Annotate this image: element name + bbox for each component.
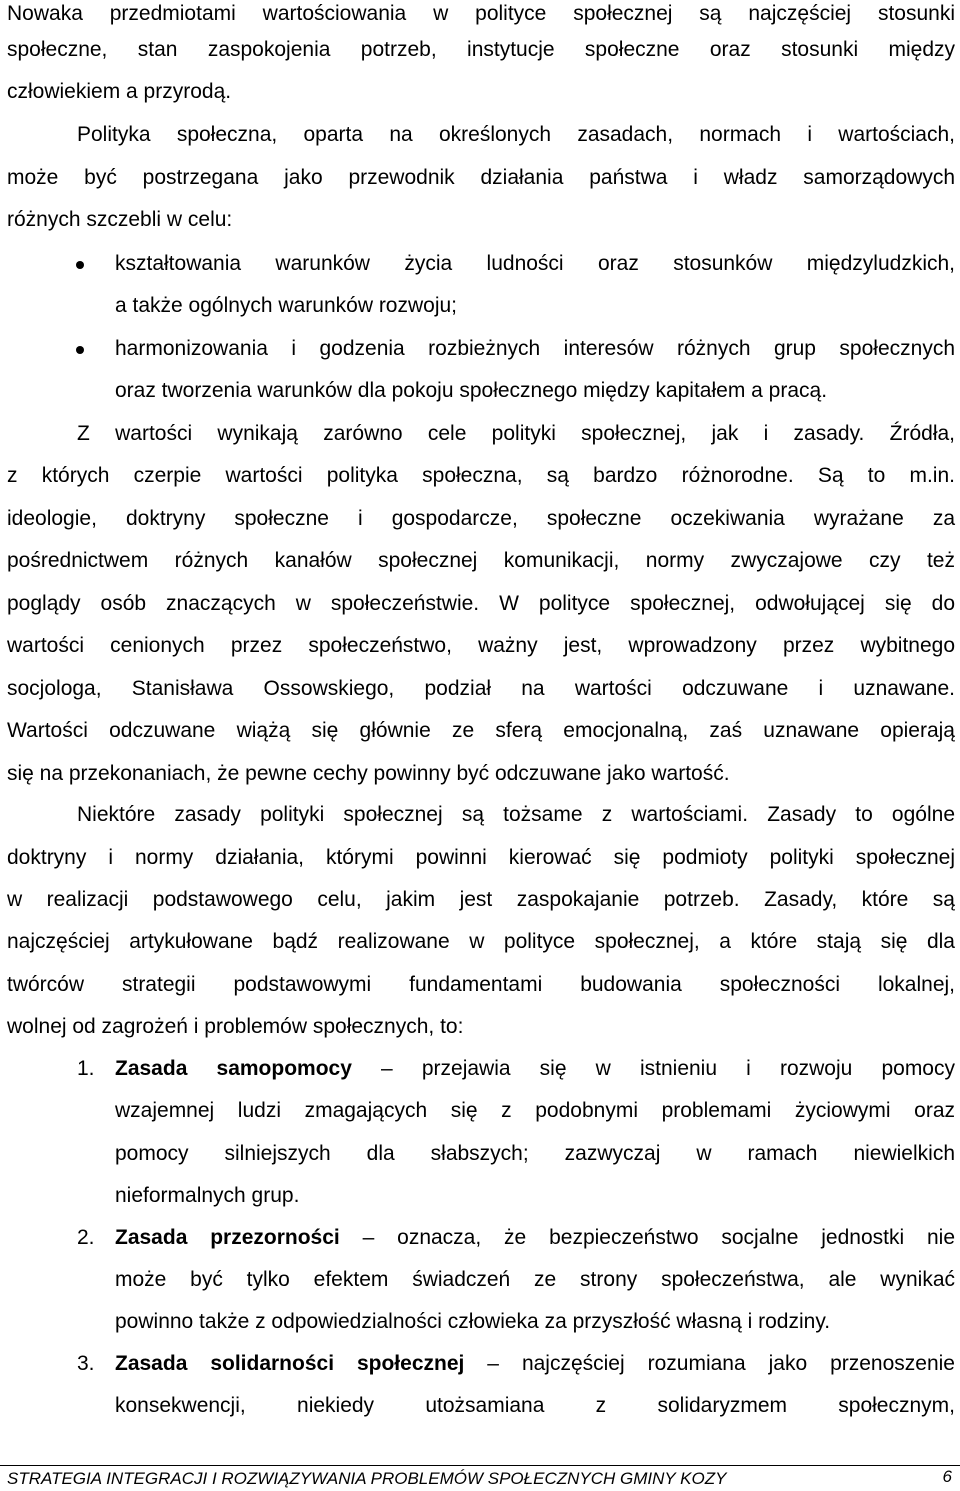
text-line: człowiekiem a przyrodą. [7, 80, 232, 103]
text-line: wartości cenionych przez społeczeństwo, ważny jest, wprowadzony przez wybitnego [7, 634, 955, 657]
list-item-first-line [115, 1224, 955, 1252]
list-item-first-line [115, 1055, 955, 1083]
list-item-text: – przejawia się w istnieniu i rozwoju pomocy [351, 1057, 955, 1080]
text-line: z których czerpie wartości polityka społeczna, są bardzo różnorodne. Są to m.in. [7, 464, 955, 487]
list-item-title: Zasada przezorności [115, 1226, 340, 1249]
footer-divider [0, 1465, 960, 1466]
text-line: Polityka społeczna, oparta na określonych zasadach, normach i wartościach, [77, 123, 955, 146]
text-line: Nowaka przedmiotami wartościowania w polityce społecznej są najczęściej stosunki [7, 2, 955, 25]
list-item-line: wzajemnej ludzi zmagających się z podobnymi problemami życiowymi oraz [115, 1099, 955, 1122]
footer-title: STRATEGIA INTEGRACJI I ROZWIĄZYWANIA PROBLEMÓW SPOŁECZNYCH GMINY KOZY [7, 1469, 727, 1488]
list-item-title: Zasada solidarności społecznej [115, 1352, 465, 1375]
text-line: twórców strategii podstawowymi fundamentami budowania społeczności lokalnej, [7, 973, 955, 996]
bullet-text: harmonizowania i godzenia rozbieżnych interesów różnych grup społecznych [115, 337, 955, 360]
page-number: 6 [942, 1467, 952, 1486]
bullet-text: a także ogólnych warunków rozwoju; [115, 294, 458, 317]
list-item-first-line [115, 1350, 955, 1378]
text-line: Niektóre zasady polityki społecznej są tożsame z wartościami. Zasady to ogólne [77, 803, 955, 826]
list-item-line: powinno także z odpowiedzialności człowieka za przyszłość własną i rodziny. [115, 1310, 831, 1333]
text-line: pośrednictwem różnych kanałów społecznej komunikacji, normy zwyczajowe czy też [7, 549, 955, 572]
text-line: się na przekonaniach, że pewne cechy powinny być odczuwane jako wartość. [7, 762, 730, 785]
text-line: wolnej od zagrożeń i problemów społecznych, to: [7, 1015, 464, 1038]
text-line: społeczne, stan zaspokojenia potrzeb, instytucje społeczne oraz stosunki między [7, 38, 955, 61]
list-number: 3. [77, 1352, 95, 1375]
list-item-line: pomocy silniejszych dla słabszych; zazwyczaj w ramach niewielkich [115, 1142, 955, 1165]
text-line: socjologa, Stanisława Ossowskiego, podział na wartości odczuwane i uznawane. [7, 677, 955, 700]
text-line: Wartości odczuwane wiążą się głównie ze sferą emocjonalną, zaś uznawane opierają [7, 719, 955, 742]
text-line: doktryny i normy działania, którymi powinni kierować się podmioty polityki społecznej [7, 846, 955, 869]
text-line: poglądy osób znaczących w społeczeństwie. W polityce społecznej, odwołującej się do [7, 592, 955, 615]
text-line: najczęściej artykułowane bądź realizowane w polityce społecznej, a które stają się dla [7, 930, 955, 953]
list-item-line: może być tylko efektem świadczeń ze strony społeczeństwa, ale wynikać [115, 1268, 955, 1291]
text-line: ideologie, doktryny społeczne i gospodarcze, społeczne oczekiwania wyrażane za [7, 507, 955, 530]
bullet-icon [76, 346, 84, 354]
list-item-line: nieformalnych grup. [115, 1184, 300, 1207]
text-line: Z wartości wynikają zarówno cele polityki społecznej, jak i zasady. Źródła, [77, 422, 955, 445]
bullet-icon [76, 261, 84, 269]
bullet-text: kształtowania warunków życia ludności oraz stosunków międzyludzkich, [115, 252, 955, 275]
list-number: 2. [77, 1226, 95, 1249]
list-item-line: konsekwencji, niekiedy utożsamiana z solidaryzmem społecznym, [115, 1394, 955, 1417]
list-item-text: – najczęściej rozumiana jako przenoszenie [464, 1352, 955, 1375]
text-line: może być postrzegana jako przewodnik działania państwa i władz samorządowych [7, 166, 955, 189]
list-item-title: Zasada samopomocy [115, 1057, 352, 1080]
list-item-text: – oznacza, że bezpieczeństwo socjalne jednostki nie [339, 1226, 956, 1249]
list-number: 1. [77, 1057, 95, 1080]
bullet-text: oraz tworzenia warunków dla pokoju społecznego między kapitałem a pracą. [115, 379, 828, 402]
text-line: różnych szczebli w celu: [7, 208, 233, 231]
text-line: w realizacji podstawowego celu, jakim jest zaspokajanie potrzeb. Zasady, które są [7, 888, 955, 911]
